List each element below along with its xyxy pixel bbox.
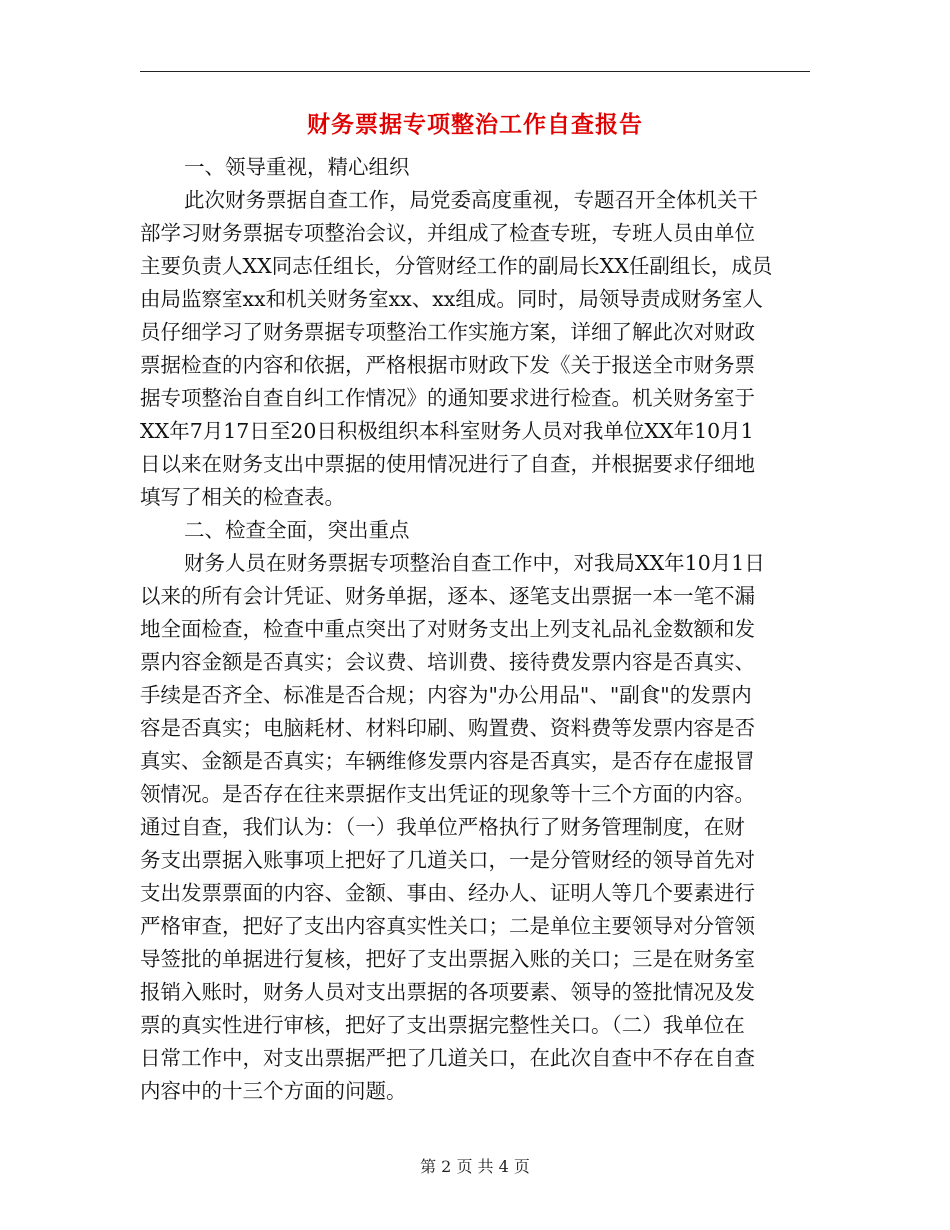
paragraph-line: 票的真实性进行审核，把好了支出票据完整性关口。（二）我单位在 [140,1013,745,1037]
paragraph-line: 主要负责人XX同志任组长，分管财经工作的副局长XX任副组长，成员 [140,254,773,278]
paragraph-line: 领情况。是否存在往来票据作支出凭证的现象等十三个方面的内容。 [140,782,755,806]
paragraph-line: 导签批的单据进行复核，把好了支出票据入账的关口；三是在财务室 [140,947,755,971]
section-heading-1: 一、领导重视，精心组织 [184,155,410,179]
paragraph-line: 内容中的十三个方面的问题。 [140,1079,407,1103]
header-rule [140,71,810,72]
paragraph-line: 由局监察室xx和机关财务室xx、xx组成。同时，局领导责成财务室人 [140,287,763,311]
document-title: 财务票据专项整治工作自查报告 [307,112,643,138]
paragraph-line: 务支出票据入账事项上把好了几道关口，一是分管财经的领导首先对 [140,848,755,872]
paragraph-line: 日以来在财务支出中票据的使用情况进行了自查，并根据要求仔细地 [140,452,755,476]
paragraph-line: 票据检查的内容和依据，严格根据市财政下发《关于报送全市财务票 [140,353,755,377]
paragraph-line: 支出发票票面的内容、金额、事由、经办人、证明人等几个要素进行 [140,881,755,905]
paragraph-line: 真实、金额是否真实；车辆维修发票内容是否真实，是否存在虚报冒 [140,749,755,773]
paragraph-line: 票内容金额是否真实；会议费、培训费、接待费发票内容是否真实、 [140,650,755,674]
paragraph-line: 员仔细学习了财务票据专项整治工作实施方案，详细了解此次对财政 [140,320,755,344]
paragraph-line: 报销入账时，财务人员对支出票据的各项要素、领导的签批情况及发 [140,980,755,1004]
paragraph-line: 严格审查，把好了支出内容真实性关口；二是单位主要领导对分管领 [140,914,755,938]
paragraph-line: XX年7月17日至20日积极组织本科室财务人员对我单位XX年10月1 [140,419,754,443]
paragraph-line: 财务人员在财务票据专项整治自查工作中，对我局XX年10月1日 [184,551,765,575]
paragraph-line: 地全面检查，检查中重点突出了对财务支出上列支礼品礼金数额和发 [140,617,755,641]
paragraph-line: 手续是否齐全、标准是否合规；内容为"办公用品"、"副食"的发票内 [140,683,752,707]
paragraph-line: 日常工作中，对支出票据严把了几道关口，在此次自查中不存在自查 [140,1046,755,1070]
paragraph-line: 容是否真实；电脑耗材、材料印刷、购置费、资料费等发票内容是否 [140,716,755,740]
section-paragraph-1 [140,184,812,514]
paragraph-line: 填写了相关的检查表。 [140,485,345,509]
paragraph-line: 部学习财务票据专项整治会议，并组成了检查专班，专班人员由单位 [140,221,755,245]
paragraph-line: 此次财务票据自查工作，局党委高度重视，专题召开全体机关干 [184,188,758,212]
document-body [140,151,812,1108]
section-paragraph-2 [140,547,812,1108]
paragraph-line: 通过自查，我们认为：（一）我单位严格执行了财务管理制度，在财 [140,815,745,839]
section-heading-2: 二、检查全面，突出重点 [184,518,410,542]
page-footer: 第 2 页 共 4 页 [420,1157,530,1176]
paragraph-line: 据专项整治自查自纠工作情况》的通知要求进行检查。机关财务室于 [140,386,755,410]
paragraph-line: 以来的所有会计凭证、财务单据，逐本、逐笔支出票据一本一笔不漏 [140,584,755,608]
